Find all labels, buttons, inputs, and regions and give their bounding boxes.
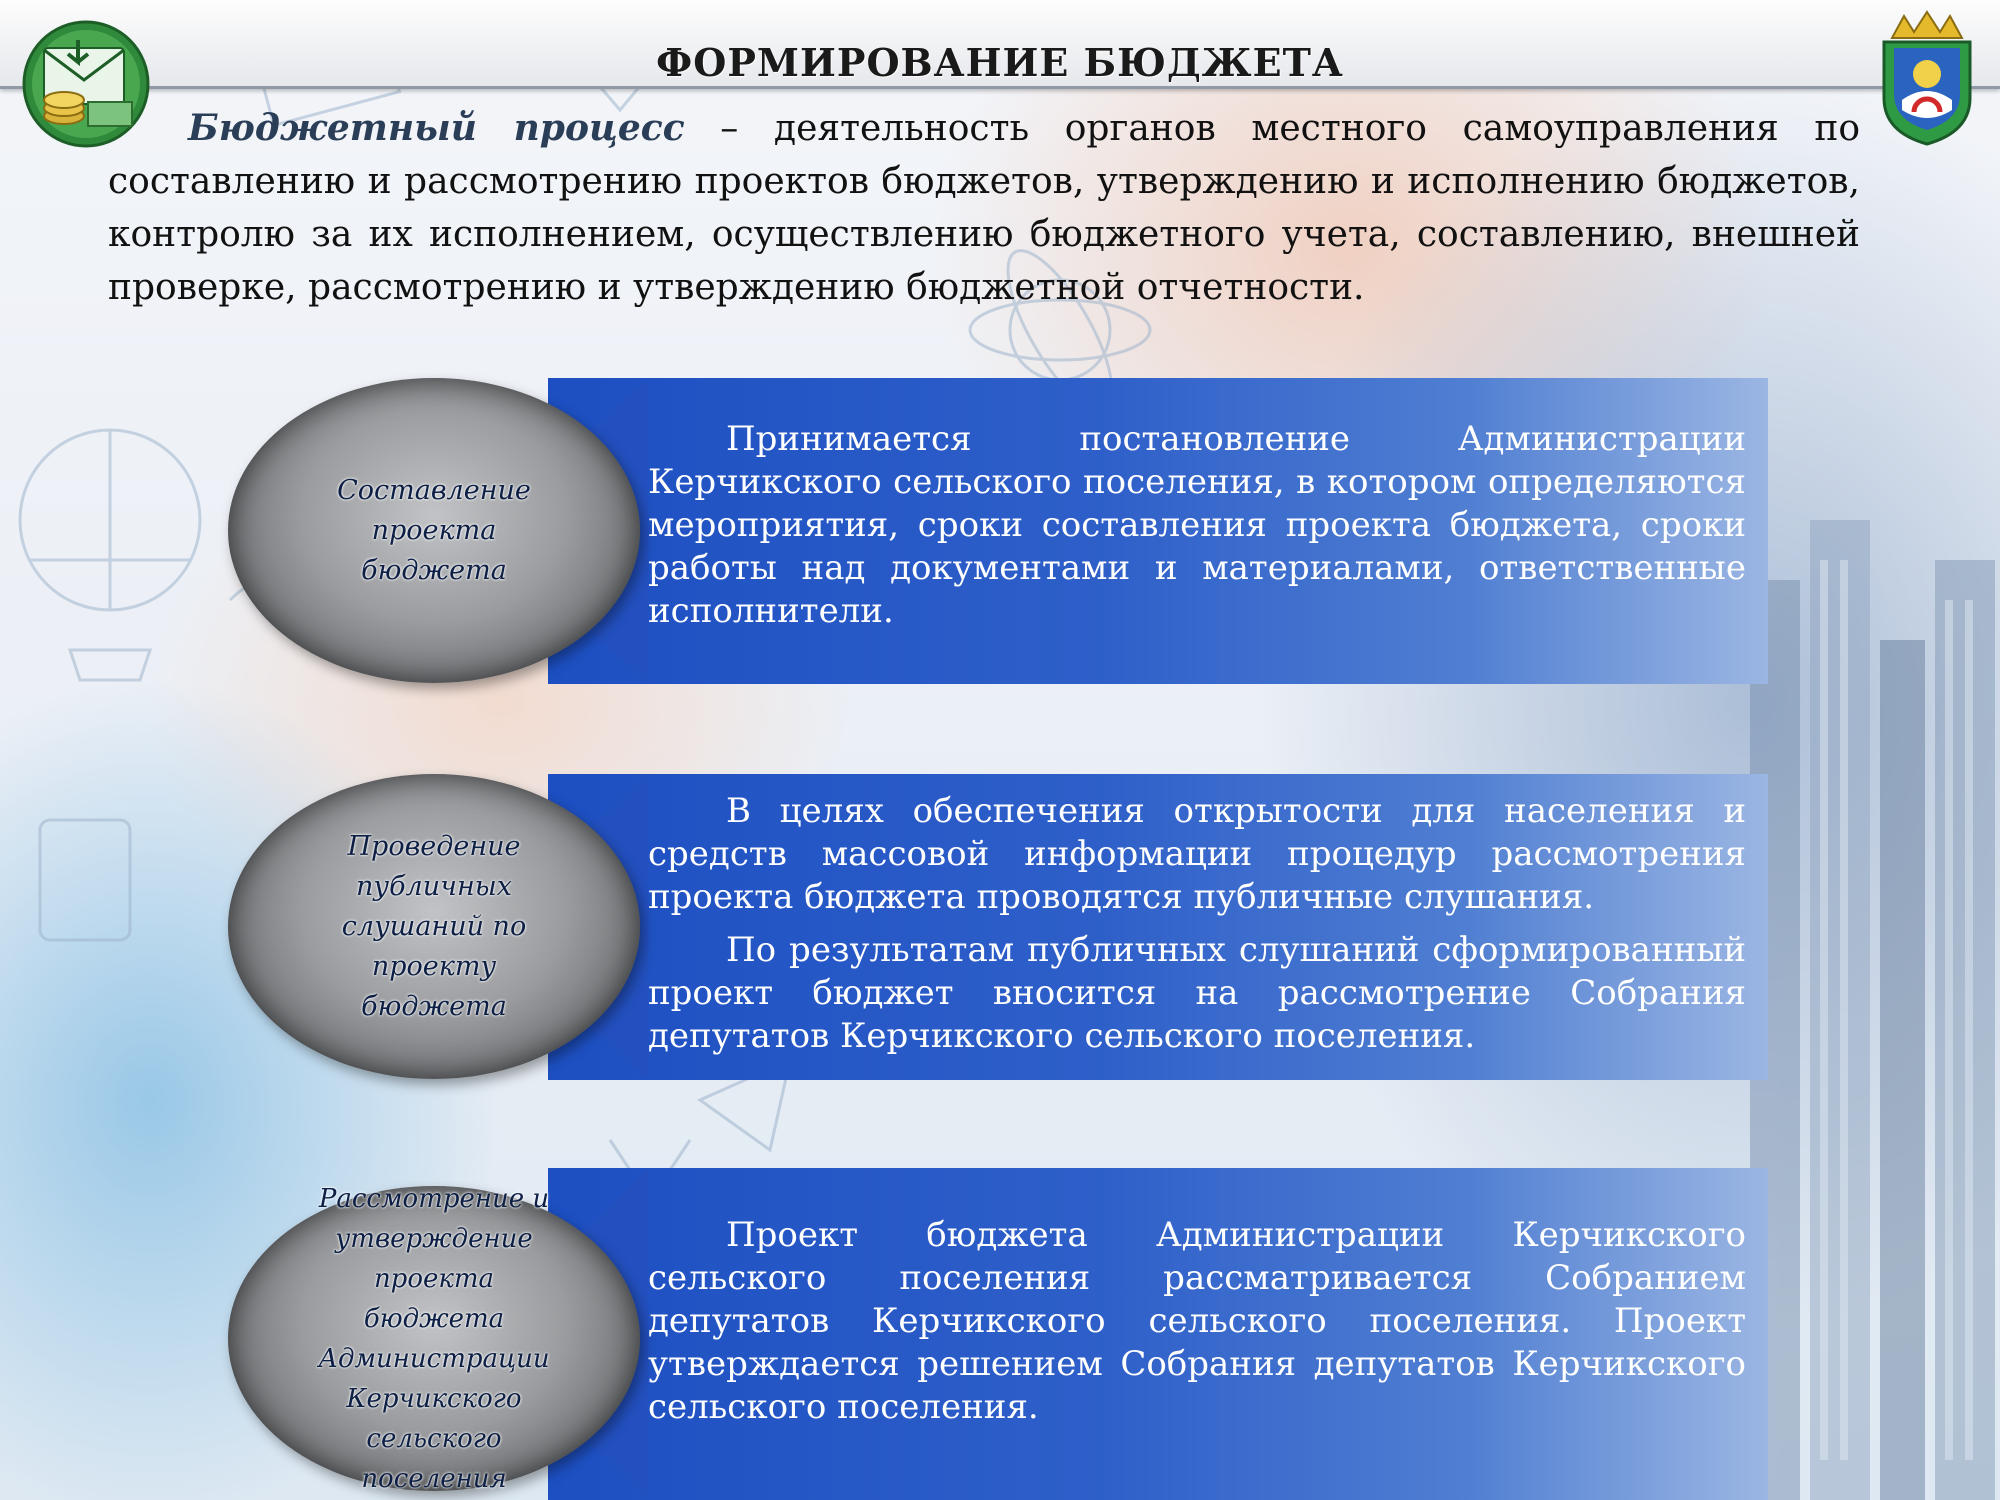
- stage-description: [648, 790, 1746, 1068]
- definition-text: – деятельность органов местного самоуправления по составлению и рассмотрению проектов бюджетов, утверждению и исполнению бюджетов, контролю за их исполнением, осуществлению бюджетного учета, составлению, внешней проверке, рассмотрению и утверждению бюджетной отчетности.: [108, 108, 1860, 308]
- stage-budget-drafting: [228, 378, 1768, 684]
- stage-paragraph: Проект бюджета Администрации Керчикского сельского поселения рассматривается Собранием депутатов Керчикского сельского поселения. Проект утверждается решением Собрания депутатов Керчикского сельского поселения.: [648, 1215, 1746, 1427]
- stage-ellipse: [228, 1183, 640, 1494]
- page-title: ФОРМИРОВАНИЕ БЮДЖЕТА: [656, 40, 1344, 85]
- stage-ellipse: [228, 774, 640, 1079]
- stage-label: Рассмотрение и утверждение проекта бюджета Администрации Керчикского сельского поселения: [318, 1183, 550, 1494]
- coat-of-arms-icon: [1872, 8, 1982, 148]
- stage-review-approval: [228, 1168, 1768, 1500]
- definition-term: Бюджетный процесс: [188, 107, 685, 149]
- stage-label: Проведение публичных слушаний по проекту бюджета: [341, 830, 527, 1022]
- stage-label: Составление проекта бюджета: [337, 474, 531, 586]
- stage-paragraph: В целях обеспечения открытости для населения и средств массовой информации процедур рассмотрения проекта бюджета проводятся публичные слушания.: [648, 791, 1746, 917]
- city-skyline-image: [1740, 520, 2000, 1500]
- stage-paragraph: По результатам публичных слушаний сформированный проект бюджет вносится на рассмотрение Собрания депутатов Керчикского сельского поселения.: [648, 930, 1746, 1056]
- definition-paragraph: [108, 102, 1860, 314]
- stage-description: [648, 1214, 1746, 1439]
- stage-description: [648, 418, 1746, 643]
- stage-paragraph: Принимается постановление Администрации Керчикского сельского поселения, в котором определяются мероприятия, сроки составления проекта бюджета, сроки работы над документами и материалами, ответственные исполнители.: [648, 419, 1746, 631]
- stage-ellipse: [228, 378, 640, 683]
- stage-public-hearings: [228, 774, 1768, 1080]
